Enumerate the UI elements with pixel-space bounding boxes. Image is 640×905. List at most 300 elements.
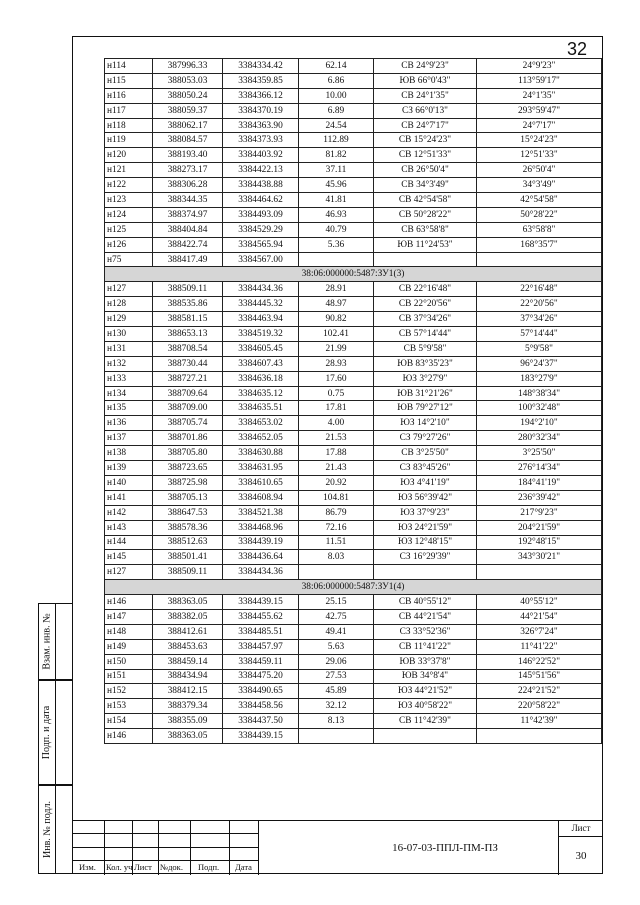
y-coord-cell: 3384373.93 — [223, 133, 299, 148]
side-strip-vzam — [38, 603, 72, 680]
direction-angle-cell: 343°30'21" — [477, 550, 602, 565]
length-cell: 20.92 — [299, 475, 374, 490]
table-row — [105, 222, 602, 237]
bearing-cell: СВ 3°25'50" — [374, 446, 477, 461]
table-row — [105, 550, 602, 565]
y-coord-cell: 3384605.45 — [223, 341, 299, 356]
point-name-cell: н120 — [105, 148, 153, 163]
direction-angle-cell: 100°32'48" — [477, 401, 602, 416]
document-code: 16-07-03-ППЛ-ПМ-ПЗ — [258, 821, 631, 875]
y-coord-cell: 3384457.97 — [223, 639, 299, 654]
point-name-cell: н121 — [105, 163, 153, 178]
label-podp: Подп. — [198, 862, 220, 872]
y-coord-cell: 3384630.88 — [223, 446, 299, 461]
bearing-cell: СВ 22°16'48" — [374, 282, 477, 297]
point-name-cell: н142 — [105, 505, 153, 520]
title-block-grid — [72, 821, 258, 875]
table-row — [105, 341, 602, 356]
table-row — [105, 88, 602, 103]
point-name-cell: н117 — [105, 103, 153, 118]
table-row — [105, 356, 602, 371]
length-cell: 37.11 — [299, 163, 374, 178]
direction-angle-cell: 113°59'17" — [477, 73, 602, 88]
point-name-cell: н141 — [105, 490, 153, 505]
length-cell: 17.88 — [299, 446, 374, 461]
bearing-cell: СВ 26°50'4" — [374, 163, 477, 178]
table-row — [105, 669, 602, 684]
x-coord-cell: 388382.05 — [153, 609, 223, 624]
y-coord-cell: 3384521.38 — [223, 505, 299, 520]
direction-angle-cell: 63°58'8" — [477, 222, 602, 237]
table-row — [105, 475, 602, 490]
bearing-cell: ЮВ 66°0'43" — [374, 73, 477, 88]
y-coord-cell: 3384610.65 — [223, 475, 299, 490]
length-cell: 10.00 — [299, 88, 374, 103]
point-name-cell: н132 — [105, 356, 153, 371]
x-coord-cell: 388535.86 — [153, 297, 223, 312]
label-ndok: №док. — [160, 862, 183, 872]
length-cell: 8.03 — [299, 550, 374, 565]
length-cell: 32.12 — [299, 699, 374, 714]
y-coord-cell: 3384458.56 — [223, 699, 299, 714]
length-cell: 41.81 — [299, 193, 374, 208]
x-coord-cell: 388417.49 — [153, 252, 223, 267]
length-cell: 21.43 — [299, 461, 374, 476]
bearing-cell: СВ 24°1'35" — [374, 88, 477, 103]
bearing-cell — [374, 729, 477, 744]
length-cell — [299, 729, 374, 744]
coordinates-table — [104, 58, 602, 744]
direction-angle-cell: 3°25'50" — [477, 446, 602, 461]
direction-angle-cell: 194°2'10" — [477, 416, 602, 431]
direction-angle-cell: 40°55'12" — [477, 595, 602, 610]
direction-angle-cell: 26°50'4" — [477, 163, 602, 178]
bearing-cell: СВ 63°58'8" — [374, 222, 477, 237]
point-name-cell: н75 — [105, 252, 153, 267]
bearing-cell: ЮЗ 12°48'15" — [374, 535, 477, 550]
point-name-cell: н150 — [105, 654, 153, 669]
y-coord-cell: 3384359.85 — [223, 73, 299, 88]
x-coord-cell: 388709.64 — [153, 386, 223, 401]
y-coord-cell: 3384422.13 — [223, 163, 299, 178]
direction-angle-cell: 204°21'59" — [477, 520, 602, 535]
length-cell: 86.79 — [299, 505, 374, 520]
direction-angle-cell: 22°20'56" — [477, 297, 602, 312]
point-name-cell: н151 — [105, 669, 153, 684]
direction-angle-cell: 11°42'39" — [477, 714, 602, 729]
y-coord-cell: 3384468.96 — [223, 520, 299, 535]
x-coord-cell: 388459.14 — [153, 654, 223, 669]
bearing-cell: СВ 5°9'58" — [374, 341, 477, 356]
y-coord-cell: 3384434.36 — [223, 282, 299, 297]
y-coord-cell: 3384439.15 — [223, 595, 299, 610]
bearing-cell: СВ 24°7'17" — [374, 118, 477, 133]
y-coord-cell: 3384635.51 — [223, 401, 299, 416]
y-coord-cell: 3384366.12 — [223, 88, 299, 103]
point-name-cell: н116 — [105, 88, 153, 103]
length-cell: 62.14 — [299, 59, 374, 74]
section-row — [105, 267, 602, 282]
x-coord-cell: 388053.03 — [153, 73, 223, 88]
side-label-inv: Инв. № подл. — [41, 801, 53, 858]
point-name-cell: н128 — [105, 297, 153, 312]
point-name-cell: н131 — [105, 341, 153, 356]
point-name-cell: н153 — [105, 699, 153, 714]
y-coord-cell: 3384436.64 — [223, 550, 299, 565]
direction-angle-cell: 280°32'34" — [477, 431, 602, 446]
point-name-cell: н122 — [105, 178, 153, 193]
direction-angle-cell: 44°21'54" — [477, 609, 602, 624]
table-row — [105, 431, 602, 446]
x-coord-cell: 388725.98 — [153, 475, 223, 490]
bearing-cell: ЮЗ 40°58'22" — [374, 699, 477, 714]
x-coord-cell: 388705.13 — [153, 490, 223, 505]
direction-angle-cell: 168°35'7" — [477, 237, 602, 252]
page-number-top: 32 — [567, 39, 588, 59]
point-name-cell: н119 — [105, 133, 153, 148]
direction-angle-cell: 5°9'58" — [477, 341, 602, 356]
coordinates-table-body — [105, 59, 602, 744]
direction-angle-cell — [477, 252, 602, 267]
point-name-cell: н126 — [105, 237, 153, 252]
length-cell: 4.00 — [299, 416, 374, 431]
table-row — [105, 207, 602, 222]
direction-angle-cell: 96°24'37" — [477, 356, 602, 371]
x-coord-cell: 388723.65 — [153, 461, 223, 476]
x-coord-cell: 388727.21 — [153, 371, 223, 386]
y-coord-cell: 3384370.19 — [223, 103, 299, 118]
point-name-cell: н143 — [105, 520, 153, 535]
x-coord-cell: 388059.37 — [153, 103, 223, 118]
y-coord-cell: 3384403.92 — [223, 148, 299, 163]
bearing-cell: СВ 50°28'22" — [374, 207, 477, 222]
table-row — [105, 312, 602, 327]
table-row — [105, 714, 602, 729]
length-cell: 21.53 — [299, 431, 374, 446]
x-coord-cell: 388422.74 — [153, 237, 223, 252]
point-name-cell: н134 — [105, 386, 153, 401]
point-name-cell: н152 — [105, 684, 153, 699]
bearing-cell: ЮЗ 3°27'9" — [374, 371, 477, 386]
table-row — [105, 103, 602, 118]
length-cell: 5.63 — [299, 639, 374, 654]
point-name-cell: н147 — [105, 609, 153, 624]
section-title: 38:06:000000:5487:ЗУ1(4) — [105, 580, 602, 595]
point-name-cell: н139 — [105, 461, 153, 476]
bearing-cell: СВ 15°24'23" — [374, 133, 477, 148]
direction-angle-cell: 24°1'35" — [477, 88, 602, 103]
direction-angle-cell — [477, 565, 602, 580]
bearing-cell: СВ 34°3'49" — [374, 178, 477, 193]
table-row — [105, 237, 602, 252]
y-coord-cell: 3384635.12 — [223, 386, 299, 401]
bearing-cell: СВ 24°9'23" — [374, 59, 477, 74]
table-row — [105, 684, 602, 699]
y-coord-cell: 3384493.09 — [223, 207, 299, 222]
length-cell: 11.51 — [299, 535, 374, 550]
sheet-label: Лист — [559, 821, 603, 837]
direction-angle-cell: 11°41'22" — [477, 639, 602, 654]
length-cell: 0.75 — [299, 386, 374, 401]
length-cell: 28.93 — [299, 356, 374, 371]
bearing-cell: СЗ 16°29'39" — [374, 550, 477, 565]
y-coord-cell: 3384363.90 — [223, 118, 299, 133]
y-coord-cell: 3384653.02 — [223, 416, 299, 431]
direction-angle-cell: 34°3'49" — [477, 178, 602, 193]
direction-angle-cell: 224°21'52" — [477, 684, 602, 699]
label-izm: Изм. — [79, 862, 96, 872]
length-cell: 5.36 — [299, 237, 374, 252]
length-cell: 27.53 — [299, 669, 374, 684]
bearing-cell: ЮЗ 4°41'19" — [374, 475, 477, 490]
bearing-cell: СЗ 33°52'36" — [374, 624, 477, 639]
bearing-cell: ЮЗ 37°9'23" — [374, 505, 477, 520]
direction-angle-cell: 145°51'56" — [477, 669, 602, 684]
direction-angle-cell: 57°14'44" — [477, 327, 602, 342]
length-cell: 17.81 — [299, 401, 374, 416]
x-coord-cell: 388705.74 — [153, 416, 223, 431]
point-name-cell: н136 — [105, 416, 153, 431]
length-cell: 46.93 — [299, 207, 374, 222]
table-row — [105, 729, 602, 744]
direction-angle-cell: 148°38'34" — [477, 386, 602, 401]
label-list: Лист — [134, 862, 152, 872]
direction-angle-cell: 37°34'26" — [477, 312, 602, 327]
length-cell: 49.41 — [299, 624, 374, 639]
bearing-cell: ЮВ 33°37'8" — [374, 654, 477, 669]
point-name-cell: н125 — [105, 222, 153, 237]
x-coord-cell: 388647.53 — [153, 505, 223, 520]
x-coord-cell: 388273.17 — [153, 163, 223, 178]
bearing-cell: ЮЗ 24°21'59" — [374, 520, 477, 535]
y-coord-cell: 3384529.29 — [223, 222, 299, 237]
direction-angle-cell: 276°14'34" — [477, 461, 602, 476]
bearing-cell: ЮЗ 14°2'10" — [374, 416, 477, 431]
direction-angle-cell: 12°51'33" — [477, 148, 602, 163]
x-coord-cell: 388374.97 — [153, 207, 223, 222]
y-coord-cell: 3384334.42 — [223, 59, 299, 74]
point-name-cell: н145 — [105, 550, 153, 565]
y-coord-cell: 3384485.51 — [223, 624, 299, 639]
direction-angle-cell: 236°39'42" — [477, 490, 602, 505]
bearing-cell: ЮВ 31°21'26" — [374, 386, 477, 401]
y-coord-cell: 3384438.88 — [223, 178, 299, 193]
y-coord-cell: 3384437.50 — [223, 714, 299, 729]
length-cell: 45.89 — [299, 684, 374, 699]
section-title: 38:06:000000:5487:ЗУ1(3) — [105, 267, 602, 282]
point-name-cell: н115 — [105, 73, 153, 88]
bearing-cell — [374, 252, 477, 267]
x-coord-cell: 388701.86 — [153, 431, 223, 446]
point-name-cell: н140 — [105, 475, 153, 490]
length-cell: 48.97 — [299, 297, 374, 312]
y-coord-cell: 3384439.15 — [223, 729, 299, 744]
direction-angle-cell — [477, 729, 602, 744]
x-coord-cell: 388708.54 — [153, 341, 223, 356]
x-coord-cell: 388581.15 — [153, 312, 223, 327]
direction-angle-cell: 293°59'47" — [477, 103, 602, 118]
bearing-cell: СВ 22°20'56" — [374, 297, 477, 312]
point-name-cell: н154 — [105, 714, 153, 729]
y-coord-cell: 3384608.94 — [223, 490, 299, 505]
bearing-cell: СВ 44°21'54" — [374, 609, 477, 624]
length-cell: 90.82 — [299, 312, 374, 327]
x-coord-cell: 388730.44 — [153, 356, 223, 371]
table-row — [105, 163, 602, 178]
direction-angle-cell: 217°9'23" — [477, 505, 602, 520]
x-coord-cell: 388193.40 — [153, 148, 223, 163]
bearing-cell: ЮВ 34°8'4" — [374, 669, 477, 684]
table-row — [105, 416, 602, 431]
table-row — [105, 401, 602, 416]
side-strip-podp — [38, 680, 72, 785]
bearing-cell: СВ 42°54'58" — [374, 193, 477, 208]
y-coord-cell: 3384463.94 — [223, 312, 299, 327]
y-coord-cell: 3384519.32 — [223, 327, 299, 342]
y-coord-cell: 3384636.18 — [223, 371, 299, 386]
side-label-podp: Подп. и дата — [41, 705, 53, 760]
label-kol-uch: Кол. уч — [106, 862, 133, 872]
direction-angle-cell: 24°7'17" — [477, 118, 602, 133]
bearing-cell: СВ 37°34'26" — [374, 312, 477, 327]
bearing-cell: ЮВ 83°35'23" — [374, 356, 477, 371]
x-coord-cell: 387996.33 — [153, 59, 223, 74]
bearing-cell: СВ 40°55'12" — [374, 595, 477, 610]
point-name-cell: н146 — [105, 729, 153, 744]
x-coord-cell: 388379.34 — [153, 699, 223, 714]
y-coord-cell: 3384490.65 — [223, 684, 299, 699]
point-name-cell: н138 — [105, 446, 153, 461]
table-row — [105, 297, 602, 312]
point-name-cell: н149 — [105, 639, 153, 654]
table-row — [105, 193, 602, 208]
sheet-box — [558, 821, 603, 875]
table-row — [105, 699, 602, 714]
table-row — [105, 505, 602, 520]
table-row — [105, 520, 602, 535]
direction-angle-cell: 22°16'48" — [477, 282, 602, 297]
bearing-cell: СВ 11°41'22" — [374, 639, 477, 654]
length-cell: 25.15 — [299, 595, 374, 610]
table-row — [105, 490, 602, 505]
length-cell: 45.96 — [299, 178, 374, 193]
point-name-cell: н114 — [105, 59, 153, 74]
side-label-vzam: Взам. инв. № — [41, 613, 53, 670]
length-cell: 102.41 — [299, 327, 374, 342]
table-row — [105, 371, 602, 386]
x-coord-cell: 388653.13 — [153, 327, 223, 342]
bearing-cell: СЗ 83°45'26" — [374, 461, 477, 476]
bearing-cell: СВ 57°14'44" — [374, 327, 477, 342]
direction-angle-cell: 50°28'22" — [477, 207, 602, 222]
length-cell: 104.81 — [299, 490, 374, 505]
y-coord-cell: 3384607.43 — [223, 356, 299, 371]
direction-angle-cell: 326°7'24" — [477, 624, 602, 639]
length-cell: 40.79 — [299, 222, 374, 237]
direction-angle-cell: 24°9'23" — [477, 59, 602, 74]
table-row — [105, 386, 602, 401]
x-coord-cell: 388578.36 — [153, 520, 223, 535]
table-row — [105, 535, 602, 550]
x-coord-cell: 388705.80 — [153, 446, 223, 461]
table-row — [105, 59, 602, 74]
x-coord-cell: 388363.05 — [153, 595, 223, 610]
table-row — [105, 639, 602, 654]
length-cell: 21.99 — [299, 341, 374, 356]
length-cell: 112.89 — [299, 133, 374, 148]
y-coord-cell: 3384455.62 — [223, 609, 299, 624]
length-cell: 81.82 — [299, 148, 374, 163]
length-cell: 28.91 — [299, 282, 374, 297]
table-row — [105, 148, 602, 163]
point-name-cell: н118 — [105, 118, 153, 133]
bearing-cell: СВ 11°42'39" — [374, 714, 477, 729]
length-cell: 6.86 — [299, 73, 374, 88]
y-coord-cell: 3384475.20 — [223, 669, 299, 684]
length-cell: 24.54 — [299, 118, 374, 133]
table-row — [105, 461, 602, 476]
bearing-cell: СВ 12°51'33" — [374, 148, 477, 163]
direction-angle-cell: 15°24'23" — [477, 133, 602, 148]
table-row — [105, 609, 602, 624]
table-row — [105, 327, 602, 342]
x-coord-cell: 388509.11 — [153, 282, 223, 297]
table-row — [105, 654, 602, 669]
point-name-cell: н144 — [105, 535, 153, 550]
direction-angle-cell: 146°22'52" — [477, 654, 602, 669]
point-name-cell: н123 — [105, 193, 153, 208]
x-coord-cell: 388404.84 — [153, 222, 223, 237]
bearing-cell: ЮВ 11°24'53" — [374, 237, 477, 252]
section-row — [105, 580, 602, 595]
x-coord-cell: 388084.57 — [153, 133, 223, 148]
x-coord-cell: 388062.17 — [153, 118, 223, 133]
table-row — [105, 446, 602, 461]
point-name-cell: н127 — [105, 282, 153, 297]
point-name-cell: н137 — [105, 431, 153, 446]
length-cell: 29.06 — [299, 654, 374, 669]
point-name-cell: н129 — [105, 312, 153, 327]
x-coord-cell: 388412.61 — [153, 624, 223, 639]
table-row — [105, 73, 602, 88]
length-cell: 72.16 — [299, 520, 374, 535]
table-row — [105, 118, 602, 133]
point-name-cell: н124 — [105, 207, 153, 222]
x-coord-cell: 388709.00 — [153, 401, 223, 416]
y-coord-cell: 3384439.19 — [223, 535, 299, 550]
direction-angle-cell: 220°58'22" — [477, 699, 602, 714]
bearing-cell — [374, 565, 477, 580]
x-coord-cell: 388050.24 — [153, 88, 223, 103]
point-name-cell: н135 — [105, 401, 153, 416]
direction-angle-cell: 183°27'9" — [477, 371, 602, 386]
bearing-cell: СЗ 79°27'26" — [374, 431, 477, 446]
length-cell — [299, 565, 374, 580]
y-coord-cell: 3384445.32 — [223, 297, 299, 312]
point-name-cell: н146 — [105, 595, 153, 610]
direction-angle-cell: 184°41'19" — [477, 475, 602, 490]
side-strip-inv — [38, 785, 72, 874]
length-cell: 42.75 — [299, 609, 374, 624]
y-coord-cell: 3384631.95 — [223, 461, 299, 476]
bearing-cell: ЮЗ 44°21'52" — [374, 684, 477, 699]
x-coord-cell: 388355.09 — [153, 714, 223, 729]
y-coord-cell: 3384459.11 — [223, 654, 299, 669]
sheet-number: 30 — [575, 849, 587, 862]
direction-angle-cell: 42°54'58" — [477, 193, 602, 208]
x-coord-cell: 388501.41 — [153, 550, 223, 565]
length-cell: 6.89 — [299, 103, 374, 118]
